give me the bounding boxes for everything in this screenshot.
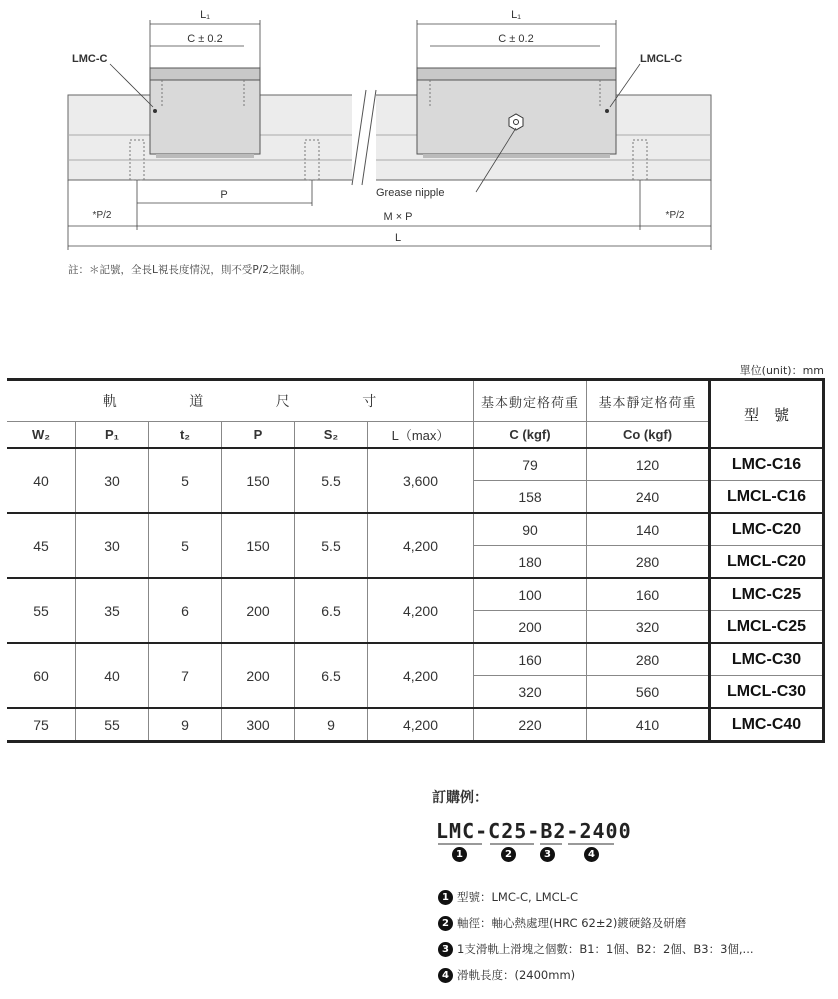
cell-co: 280 bbox=[587, 546, 710, 579]
legend-marker-4: 4 bbox=[438, 968, 453, 983]
label-mxp: M × P bbox=[383, 211, 413, 223]
col-s2: S₂ bbox=[295, 422, 368, 449]
drawing-note: 註：＊記號，全長L視長度情況，則不受P/2之限制。 bbox=[68, 264, 311, 276]
label-l1-left: L₁ bbox=[200, 9, 210, 21]
cell-c: 90 bbox=[474, 513, 587, 546]
group-rail-char: 寸 bbox=[362, 393, 378, 409]
col-c-kgf: C (kgf) bbox=[474, 422, 587, 449]
cell-c: 180 bbox=[474, 546, 587, 579]
label-grease-nipple: Grease nipple bbox=[376, 187, 445, 199]
unit-label: 單位(unit)：mm bbox=[739, 364, 824, 377]
group-static: 基本靜定格荷重 bbox=[587, 380, 710, 422]
cell-co: 120 bbox=[587, 448, 710, 481]
cell-w2: 55 bbox=[7, 578, 76, 643]
legend-marker-2: 2 bbox=[438, 916, 453, 931]
label-p: P bbox=[220, 189, 228, 201]
break-mark bbox=[352, 90, 376, 185]
cell-co: 320 bbox=[587, 611, 710, 644]
cell-l-max: 3,600 bbox=[368, 448, 474, 513]
group-rail-char: 軌 bbox=[102, 393, 118, 409]
block-lmc bbox=[150, 68, 260, 158]
cell-model: LMCL-C16 bbox=[710, 481, 824, 514]
cell-t2: 9 bbox=[149, 708, 222, 742]
cell-model: LMC-C40 bbox=[710, 708, 824, 742]
order-marker-1: 1 bbox=[452, 847, 467, 862]
group-rail-size bbox=[7, 380, 474, 422]
cell-model: LMCL-C30 bbox=[710, 676, 824, 709]
cell-c: 79 bbox=[474, 448, 587, 481]
cell-co: 280 bbox=[587, 643, 710, 676]
cell-t2: 6 bbox=[149, 578, 222, 643]
legend-text: 型號：LMC-C, LMCL-C bbox=[457, 890, 579, 904]
order-marker-3: 3 bbox=[540, 847, 555, 862]
cell-t2: 5 bbox=[149, 448, 222, 513]
cell-co: 560 bbox=[587, 676, 710, 709]
cell-t2: 7 bbox=[149, 643, 222, 708]
label-half-left: *P/2 bbox=[92, 210, 112, 221]
col-t2: t₂ bbox=[149, 422, 222, 449]
legend-item bbox=[438, 915, 686, 931]
cell-c: 200 bbox=[474, 611, 587, 644]
cell-s2: 5.5 bbox=[295, 513, 368, 578]
legend-marker-3: 3 bbox=[438, 942, 453, 957]
cell-s2: 9 bbox=[295, 708, 368, 742]
rail-drawing bbox=[0, 0, 838, 270]
cell-w2: 75 bbox=[7, 708, 76, 742]
cell-w2: 60 bbox=[7, 643, 76, 708]
cell-c: 158 bbox=[474, 481, 587, 514]
cell-l-max: 4,200 bbox=[368, 513, 474, 578]
order-marker-2: 2 bbox=[501, 847, 516, 862]
label-lmc: LMC-C bbox=[72, 53, 108, 65]
spec-table bbox=[7, 378, 825, 743]
cell-s2: 5.5 bbox=[295, 448, 368, 513]
label-lmcl: LMCL-C bbox=[640, 53, 683, 65]
label-c-left: C ± 0.2 bbox=[187, 33, 223, 45]
cell-p: 200 bbox=[222, 578, 295, 643]
legend-item bbox=[438, 941, 754, 957]
cell-w2: 40 bbox=[7, 448, 76, 513]
legend-item bbox=[438, 967, 575, 983]
group-rail-char: 尺 bbox=[275, 393, 291, 409]
col-w2: W₂ bbox=[7, 422, 76, 449]
cell-c: 320 bbox=[474, 676, 587, 709]
cell-c: 160 bbox=[474, 643, 587, 676]
order-example-title: 訂購例： bbox=[432, 790, 488, 806]
cell-model: LMC-C25 bbox=[710, 578, 824, 611]
label-c-right: C ± 0.2 bbox=[498, 33, 534, 45]
cell-model: LMC-C30 bbox=[710, 643, 824, 676]
col-p: P bbox=[222, 422, 295, 449]
cell-co: 410 bbox=[587, 708, 710, 742]
cell-p: 300 bbox=[222, 708, 295, 742]
cell-p: 150 bbox=[222, 513, 295, 578]
order-code-underlines bbox=[436, 842, 616, 846]
order-marker-4: 4 bbox=[584, 847, 599, 862]
cell-l-max: 4,200 bbox=[368, 578, 474, 643]
cell-p: 150 bbox=[222, 448, 295, 513]
label-l: L bbox=[394, 232, 402, 244]
legend-text: 1支滑軌上滑塊之個數：B1：1個、B2：2個、B3：3個,... bbox=[457, 942, 754, 956]
cell-s2: 6.5 bbox=[295, 643, 368, 708]
cell-p1: 35 bbox=[76, 578, 149, 643]
cell-t2: 5 bbox=[149, 513, 222, 578]
cell-l-max: 4,200 bbox=[368, 708, 474, 742]
legend-text: 滑軌長度：(2400mm) bbox=[457, 968, 576, 982]
cell-p: 200 bbox=[222, 643, 295, 708]
cell-p1: 30 bbox=[76, 513, 149, 578]
legend-item bbox=[438, 889, 578, 905]
cell-p1: 30 bbox=[76, 448, 149, 513]
group-model: 型 號 bbox=[710, 380, 824, 449]
cell-s2: 6.5 bbox=[295, 578, 368, 643]
cell-co: 240 bbox=[587, 481, 710, 514]
cell-co: 160 bbox=[587, 578, 710, 611]
label-half-right: *P/2 bbox=[665, 210, 685, 221]
cell-w2: 45 bbox=[7, 513, 76, 578]
cell-p1: 40 bbox=[76, 643, 149, 708]
cell-model: LMCL-C25 bbox=[710, 611, 824, 644]
legend-text: 軸徑：軸心熱處理(HRC 62±2)鍍硬鉻及研磨 bbox=[457, 916, 687, 930]
cell-co: 140 bbox=[587, 513, 710, 546]
group-rail-char: 道 bbox=[189, 393, 205, 409]
cell-model: LMC-C20 bbox=[710, 513, 824, 546]
cell-l-max: 4,200 bbox=[368, 643, 474, 708]
label-l1-right: L₁ bbox=[511, 9, 521, 21]
col-co-kgf: Co (kgf) bbox=[587, 422, 710, 449]
col-l-max: L（max） bbox=[368, 422, 474, 449]
order-example-code: LMC-C25-B2-2400 bbox=[436, 819, 632, 843]
cell-c: 220 bbox=[474, 708, 587, 742]
block-lmcl bbox=[417, 68, 616, 158]
cell-p1: 55 bbox=[76, 708, 149, 742]
cell-model: LMCL-C20 bbox=[710, 546, 824, 579]
cell-model: LMC-C16 bbox=[710, 448, 824, 481]
group-dynamic: 基本動定格荷重 bbox=[474, 380, 587, 422]
cell-c: 100 bbox=[474, 578, 587, 611]
legend-marker-1: 1 bbox=[438, 890, 453, 905]
col-p1: P₁ bbox=[76, 422, 149, 449]
